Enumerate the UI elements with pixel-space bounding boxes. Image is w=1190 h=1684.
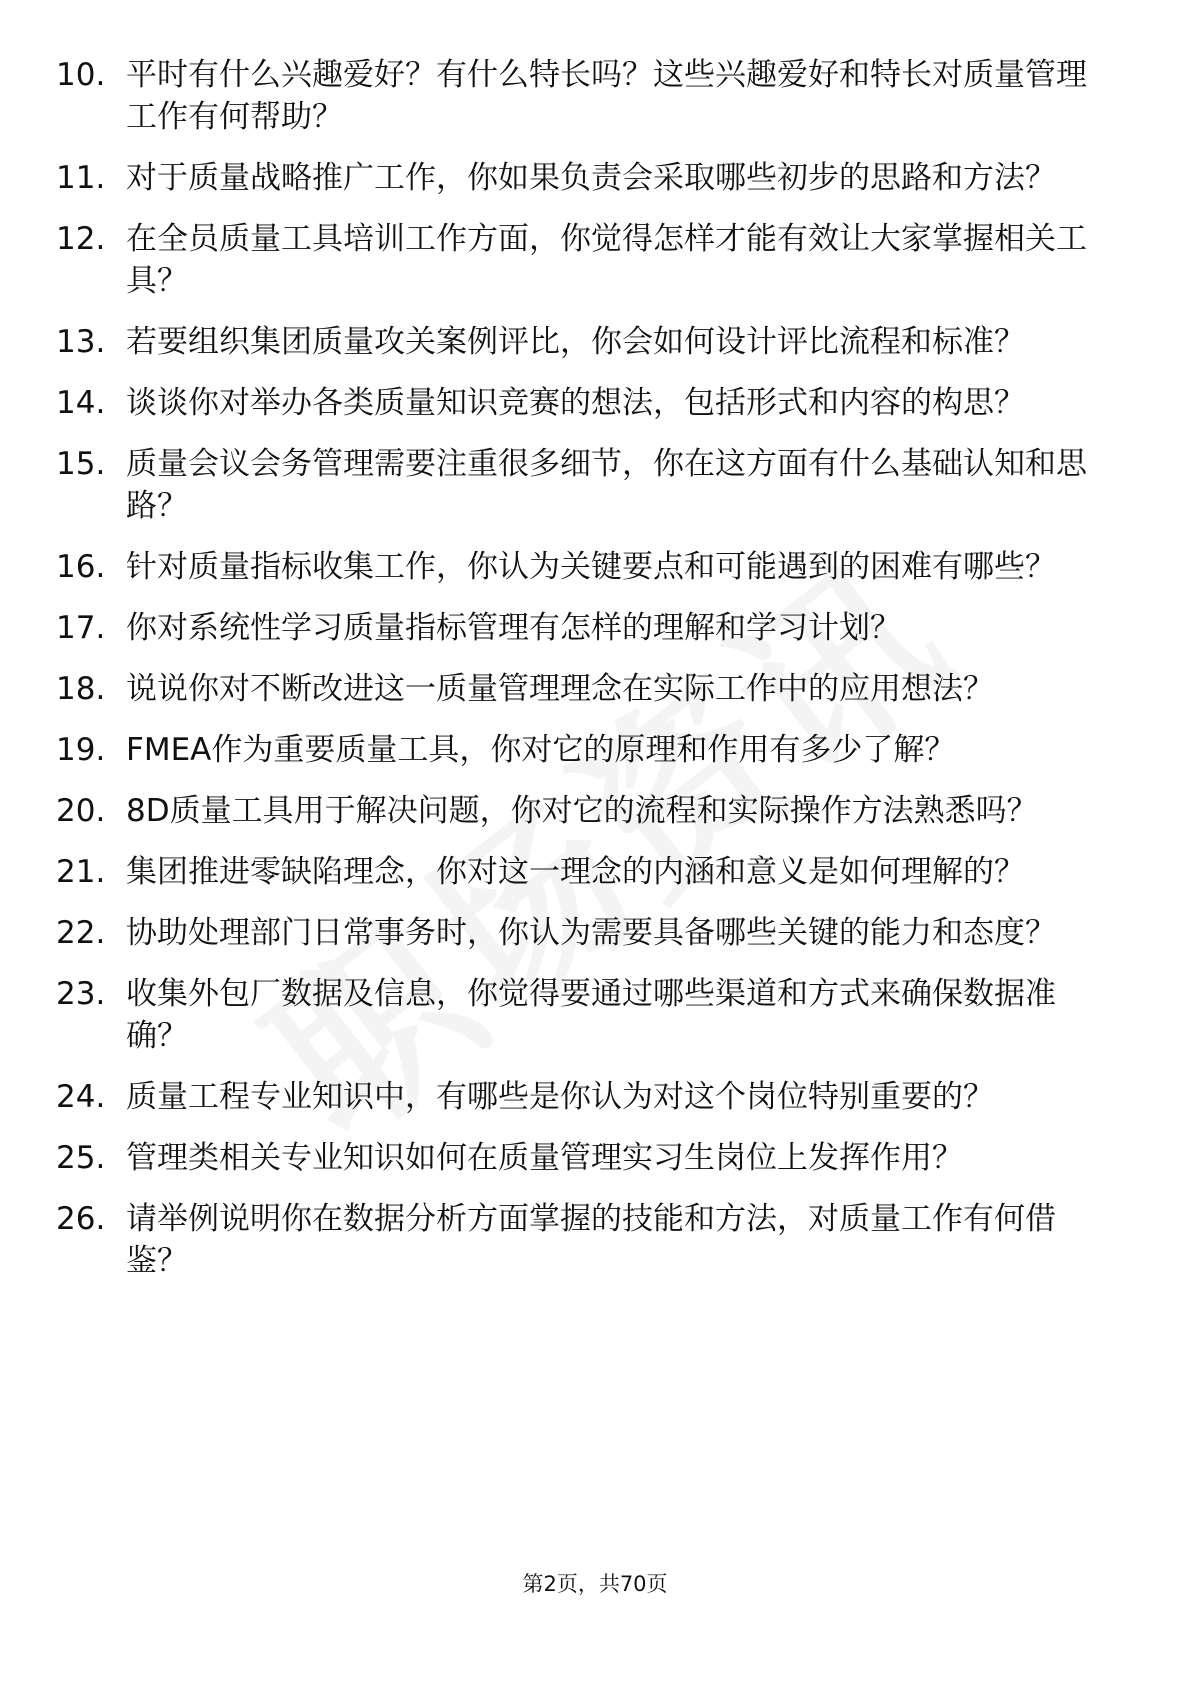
question-number: 19. xyxy=(56,732,106,768)
question-item xyxy=(0,321,1190,363)
question-text: FMEA作为重要质量工具，你对它的原理和作用有多少了解？ xyxy=(126,732,956,768)
question-text: 管理类相关专业知识如何在质量管理实习生岗位上发挥作用？ xyxy=(126,1140,963,1176)
page-footer xyxy=(0,1568,1190,1598)
question-number: 15. xyxy=(56,446,106,482)
question-item xyxy=(0,382,1190,424)
question-text: 针对质量指标收集工作，你认为关键要点和可能遇到的困难有哪些？ xyxy=(126,549,1056,585)
question-text: 质量会议会务管理需要注重很多细节，你在这方面有什么基础认知和思路？ xyxy=(126,446,1087,524)
question-number: 16. xyxy=(56,549,106,585)
question-item xyxy=(0,912,1190,954)
question-text: 对于质量战略推广工作，你如果负责会采取哪些初步的思路和方法？ xyxy=(126,160,1056,196)
question-item xyxy=(0,668,1190,710)
question-text: 请举例说明你在数据分析方面掌握的技能和方法，对质量工作有何借鉴？ xyxy=(126,1201,1056,1279)
question-text: 说说你对不断改进这一质量管理理念在实际工作中的应用想法？ xyxy=(126,671,994,707)
question-item xyxy=(0,546,1190,588)
question-text: 收集外包厂数据及信息，你觉得要通过哪些渠道和方式来确保数据准确？ xyxy=(126,976,1056,1054)
question-text: 8D质量工具用于解决问题，你对它的流程和实际操作方法熟悉吗？ xyxy=(126,793,1038,829)
question-item xyxy=(0,1137,1190,1179)
question-item xyxy=(0,851,1190,893)
question-item xyxy=(0,1198,1190,1282)
question-number: 13. xyxy=(56,324,106,360)
page-number-label: 第2页，共70页 xyxy=(522,1572,668,1596)
question-item xyxy=(0,607,1190,649)
question-number: 14. xyxy=(56,385,106,421)
question-text: 在全员质量工具培训工作方面，你觉得怎样才能有效让大家掌握相关工具？ xyxy=(126,221,1087,299)
question-item xyxy=(0,973,1190,1057)
question-number: 10. xyxy=(56,57,106,93)
question-item xyxy=(0,54,1190,138)
question-number: 18. xyxy=(56,671,106,707)
question-item xyxy=(0,218,1190,302)
question-item xyxy=(0,1076,1190,1118)
question-item xyxy=(0,790,1190,832)
question-number: 11. xyxy=(56,160,106,196)
question-text: 集团推进零缺陷理念，你对这一理念的内涵和意义是如何理解的？ xyxy=(126,854,1025,890)
question-number: 22. xyxy=(56,915,106,951)
question-text: 你对系统性学习质量指标管理有怎样的理解和学习计划？ xyxy=(126,610,901,646)
question-number: 21. xyxy=(56,854,106,890)
question-text: 平时有什么兴趣爱好？有什么特长吗？这些兴趣爱好和特长对质量管理工作有何帮助？ xyxy=(126,57,1087,135)
question-text: 质量工程专业知识中，有哪些是你认为对这个岗位特别重要的？ xyxy=(126,1079,994,1115)
question-number: 20. xyxy=(56,793,106,829)
question-item xyxy=(0,443,1190,527)
question-number: 17. xyxy=(56,610,106,646)
question-number: 24. xyxy=(56,1079,106,1115)
question-text: 协助处理部门日常事务时，你认为需要具备哪些关键的能力和态度？ xyxy=(126,915,1056,951)
question-number: 26. xyxy=(56,1201,106,1237)
question-item xyxy=(0,729,1190,771)
question-item xyxy=(0,157,1190,199)
question-number: 25. xyxy=(56,1140,106,1176)
question-number: 23. xyxy=(56,976,106,1012)
question-number: 12. xyxy=(56,221,106,257)
question-text: 若要组织集团质量攻关案例评比，你会如何设计评比流程和标准？ xyxy=(126,324,1025,360)
question-list xyxy=(0,54,1190,1301)
question-text: 谈谈你对举办各类质量知识竞赛的想法，包括形式和内容的构思？ xyxy=(126,385,1025,421)
